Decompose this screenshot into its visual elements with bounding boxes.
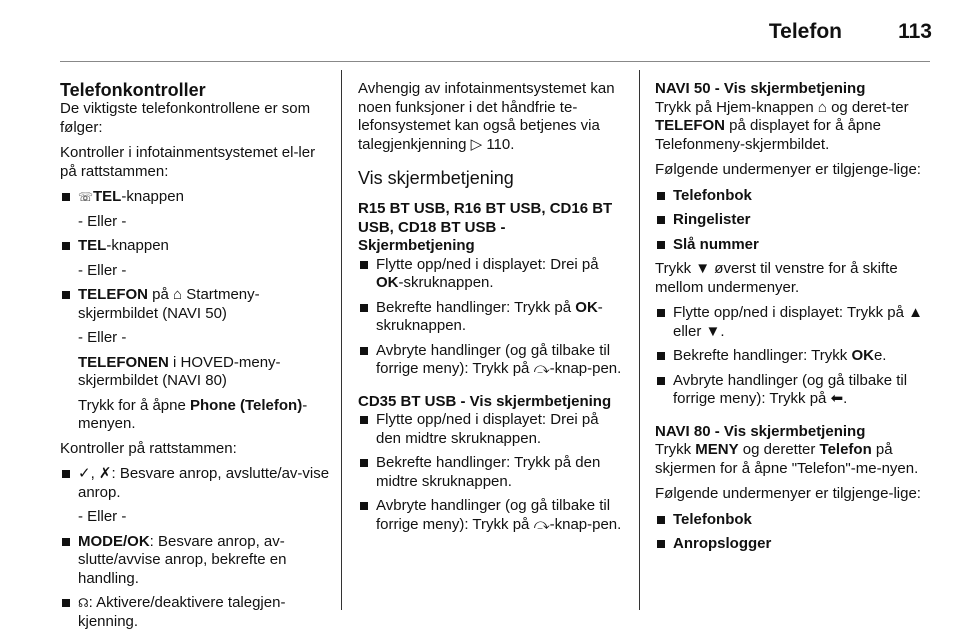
meny-label: MENY (695, 441, 739, 458)
steering-lead: Kontroller på rattstammen: (60, 439, 237, 457)
list-item-mode-ok (60, 533, 330, 589)
telefonen-label: TELEFONEN (78, 353, 169, 371)
column-divider-left (341, 70, 342, 610)
or-separator: - Eller - (78, 212, 127, 230)
intro-paragraph: De viktigste telefonkontrollene er som følger: (60, 100, 311, 136)
list-item-answer: ✓, ✗: Besvare anrop, avslutte/av-vise anrop. (60, 465, 330, 502)
list-item (655, 372, 927, 409)
section-heading: Vis skjermbetjening (358, 168, 514, 188)
item-text: Avbryte handlinger (og gå tilbake til forrige meny): Trykk på (673, 371, 908, 407)
item-text: . (843, 390, 848, 407)
telefonen-suffix: i HOVED-meny-skjermbildet (NAVI 80) (78, 353, 281, 389)
navi50-intro-c: på displayet for å åpne Telefonmeny-skjermbildet. (655, 117, 881, 153)
back-arrow-icon: ⤼ (533, 515, 550, 533)
list-item-voice (60, 594, 330, 631)
or-separator: - Eller - (78, 508, 127, 525)
page-reference: 110. (486, 135, 515, 153)
page-header-title: Telefon (768, 20, 842, 43)
list-item (655, 304, 927, 341)
ok-label: OK (376, 274, 399, 291)
or-separator: - Eller - (78, 261, 127, 279)
item-text: ▲ eller ▼. (673, 304, 923, 340)
navi80-submenu-lead: Følgende undermenyer er tilgjenge-lige: (655, 485, 921, 502)
voice-recognition-icon: ☊ (78, 596, 89, 610)
list-item (358, 497, 626, 534)
back-arrow-icon: ⬅ (830, 390, 844, 407)
press-line (60, 397, 330, 434)
column-right (655, 80, 927, 560)
submenu-item-telefonbok: Telefonbok (655, 511, 927, 530)
ok-label: OK (851, 347, 874, 364)
item-text: Flytte opp/ned i displayet: Trykk på (673, 304, 904, 321)
item-text: e. (873, 347, 887, 364)
item-text: -skruknappen. (376, 298, 603, 334)
press-suffix: -menyen. (78, 396, 308, 432)
back-arrow-icon: ⤼ (533, 360, 550, 377)
navi80-intro-a: Trykk (655, 441, 692, 458)
item-text: Avbryte handlinger (og gå tilbake til forrige meny): Trykk på (376, 341, 611, 377)
page-reference-icon: ▷ (470, 135, 483, 153)
item-text: Flytte opp/ned i displayet: Drei på (376, 255, 599, 273)
list-item (358, 342, 626, 379)
item-text: -knap-pen. (549, 360, 622, 377)
item-text: -skruknappen. (398, 274, 494, 291)
navi50-switch: Trykk ▼ øverst til venstre for å skifte mellom undermenyer. (655, 260, 898, 296)
infotainment-lead: Kontroller i infotainmentsystemet el-ler på rattstammen: (60, 144, 316, 180)
telefon-label: TELEFON (78, 286, 148, 303)
navi50-intro (655, 99, 927, 155)
subheading-navi50: NAVI 50 - Vis skjermbetjening (655, 80, 866, 97)
tel-knob-suffix: -knappen (121, 188, 184, 205)
voice-intro (358, 80, 626, 154)
submenu-item-telefonbok: Telefonbok (655, 187, 927, 206)
column-left (60, 80, 330, 637)
ok-label: OK (575, 298, 598, 316)
list-item (358, 299, 626, 336)
navi50-submenu-lead: Følgende undermenyer er tilgjenge-lige: (655, 161, 921, 178)
submenu-item-ringelister: Ringelister (655, 211, 927, 230)
list-item (655, 347, 927, 366)
or-separator: - Eller - (78, 329, 127, 346)
voice-text: : Aktivere/deaktivere talegjen-kjenning. (78, 594, 286, 630)
list-item (358, 256, 626, 293)
tel-button-suffix: -knappen (106, 237, 169, 254)
header-divider (60, 61, 930, 62)
section-title: Telefonkontroller (60, 80, 206, 100)
telefon-label: Telefon (819, 441, 872, 458)
list-item-tel-button (60, 237, 330, 256)
answer-text: : Besvare anrop, avslutte/av-vise anrop. (78, 465, 330, 501)
navi50-intro-a: Trykk på Hjem-knappen (655, 98, 814, 116)
item-text: Avbryte handlinger (og gå tilbake til forrige meny): Trykk på (376, 497, 611, 533)
item-text: Bekrefte handlinger: Trykk (673, 347, 848, 364)
telefon-suffix-a: på (152, 286, 169, 303)
end-call-icon: ✗ (98, 465, 112, 482)
tel-label: TEL (93, 188, 122, 205)
list-item: Bekrefte handlinger: Trykk på den midtre skruknappen. (358, 454, 626, 491)
subheading-navi80: NAVI 80 - Vis skjermbetjening (655, 422, 866, 440)
home-icon: ⌂ (817, 98, 827, 116)
phone-menu-label: Phone (Telefon) (190, 396, 303, 414)
item-text: -knap-pen. (549, 515, 622, 533)
navi80-intro (655, 441, 927, 478)
home-icon: ⌂ (173, 286, 183, 303)
phone-handset-icon: ☏ (78, 190, 94, 204)
mode-ok-text: : Besvare anrop, av-slutte/avvise anrop, bekrefte en handling. (78, 532, 287, 587)
navi80-intro-b: og deretter (742, 441, 816, 458)
voice-intro-text: Avhengig av infotainmentsystemet kan noen funksjoner i det håndfrie te-lefonsystemet kan også betjenes via talegjenkjenning (358, 80, 615, 153)
telefon-label: TELEFON (655, 117, 725, 134)
navi80-intro-c: på skjermen for å åpne "Telefon"-me-nyen. (655, 441, 919, 477)
page-number: 113 (898, 20, 932, 43)
subheading-r15: R15 BT USB, R16 BT USB, CD16 BT USB, CD18 BT USB - Skjermbetjening (358, 200, 613, 254)
navi50-intro-b: og deret-ter (831, 98, 909, 116)
list-item-tel-knob (60, 188, 330, 207)
column-divider-right (639, 70, 640, 610)
item-text: Bekrefte handlinger: Trykk på (376, 298, 572, 316)
telefon-suffix-b: Startmeny-skjermbildet (NAVI 50) (78, 286, 260, 322)
tel-label: TEL (78, 237, 107, 254)
column-middle (358, 80, 626, 540)
list-item: Flytte opp/ned i displayet: Drei på den midtre skruknappen. (358, 411, 626, 448)
mode-ok-label: MODE/OK (78, 532, 150, 550)
press-prefix: Trykk for å åpne (78, 396, 186, 414)
subheading-cd35: CD35 BT USB - Vis skjermbetjening (358, 392, 612, 410)
list-item-telefon (60, 286, 330, 323)
submenu-item-sla-nummer: Slå nummer (655, 236, 927, 255)
submenu-item-anropslogger: Anropslogger (655, 535, 927, 554)
answer-call-icon: ✓ (78, 465, 91, 482)
telefonen-line (60, 354, 330, 391)
page-header (0, 0, 960, 62)
